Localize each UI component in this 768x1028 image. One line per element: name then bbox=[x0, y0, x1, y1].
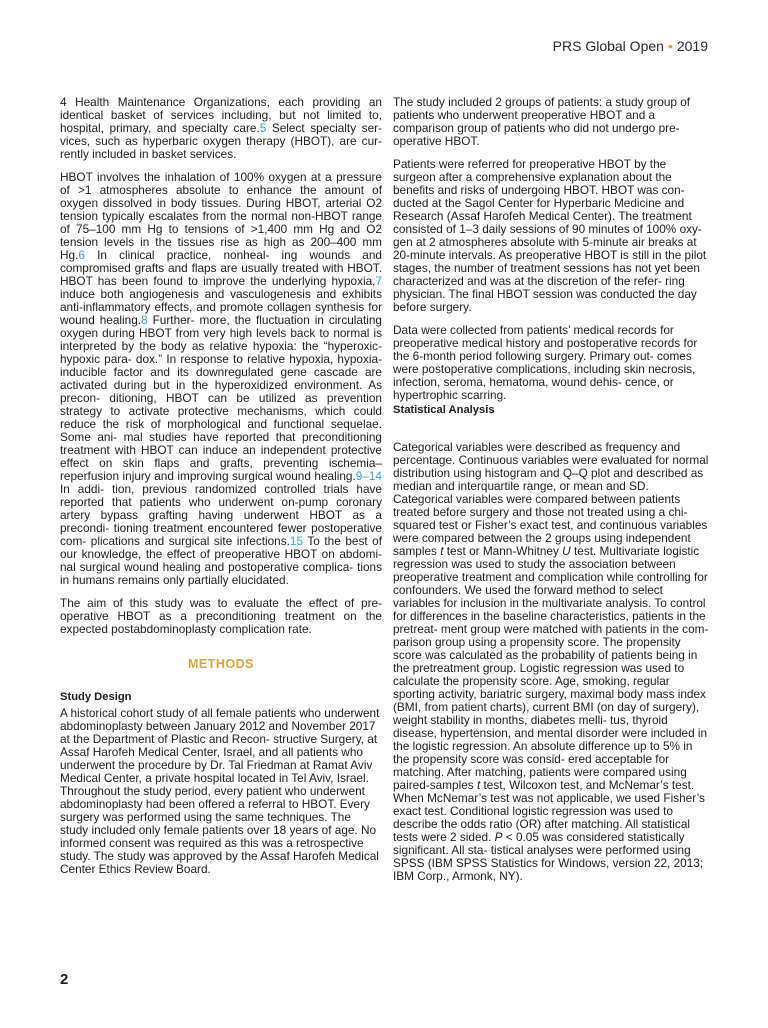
paragraph: Data were collected from patients’ medical records for preoperative medical history and postoperative records for the 6-month period following surgery. Primary out- comes were postoperative complications, including skin necrosis, infection, seroma, hematoma, wound dehis- cence, or hypertrophic scarring. bbox=[393, 323, 698, 402]
paragraph: The aim of this study was to evaluate the effect of pre- operative HBOT as a preconditioning treatment on the expected postabdominoplasty complication rate. bbox=[60, 596, 382, 636]
paragraph: Patients were referred for preoperative HBOT by the surgeon after a comprehensive explanation about the benefits and risks of undergoing HBOT. HBOT was con- ducted at the Sagol Center for Hyperbaric Medicine and Research (Assaf Harofeh Medical Center). The treatment consisted of 1–3 daily sessions of 90 minutes of 100% oxy- gen at 2 atmospheres absolute with 5-minute air breaks at 20-minute intervals. As preoperative HBOT is still in the pilot stages, the number of treatment sessions has not yet been characterized and was at the discretion of the refer- ring physician. The final HBOT session was conducted the day before surgery. bbox=[393, 157, 707, 314]
left-column bbox=[60, 96, 382, 886]
journal-header bbox=[553, 38, 708, 54]
right-column bbox=[393, 96, 711, 893]
header-separator: • bbox=[667, 38, 673, 54]
paragraph: HBOT involves the inhalation of 100% oxygen at a pressure of >1 atmospheres absolute to enhance the amount of oxygen dissolved in body tissues. During HBOT, arterial O2 tension typically escalates from the normal non-HBOT range of 75–100 mm Hg to tensions of >1,400 mm Hg and O2 tension levels in the tissues rise as high as 200–400 mm Hg.6 In clinical practice, nonheal- ing wounds and compromised grafts and flaps are usually treated with HBOT. HBOT has been found to improve the underlying hypoxia,7 induce both angiogenesis and vasculogenesis and exhibits anti-inflammatory effects, and promote collagen synthesis for wound healing.8 Further- more, the fluctuation in circulating oxygen during HBOT from very high levels back to normal is interpreted by the body as relative hypoxia: the “hyperoxic-hypoxic para- dox.” In response to relative hypoxia, hypoxia-inducible factor and its downregulated gene cascade are activated during but in the hyperoxidized environment. As precon- ditioning, HBOT can be utilized as prevention strategy to activate protective mechanisms, which could reduce the risk of morphological and functional sequelae. Some ani- mal studies have reported that preconditioning treatment with HBOT can induce an independent protective effect on skin flaps and grafts, preventing ischemia–reperfusion injury and improving surgical wound healing.9–14 In addi- tion, previous randomized controlled trials have reported that patients who underwent on-pump coronary artery bypass grafting having underwent HBOT as a precondi- tioning treatment encountered fewer postoperative com- plications and surgical site infections.15 To the best of our knowledge, the effect of preoperative HBOT on abdomi- nal surgical wound healing and postoperative complica- tions in humans remains only partially elucidated. bbox=[60, 170, 382, 587]
reference-link[interactable]: 7 bbox=[375, 274, 382, 288]
reference-link[interactable]: 9–14 bbox=[355, 469, 382, 483]
journal-year: 2019 bbox=[676, 38, 708, 54]
page-number: 2 bbox=[60, 971, 69, 988]
journal-title: PRS Global Open bbox=[552, 38, 664, 54]
paragraph: 4 Health Maintenance Organizations, each providing an identical basket of services including, but not limited to, hospital, primary, and specialty care.5 Select specialty ser- vices, such as hyperbaric oxygen therapy (HBOT), are cur- rently included in basket services. bbox=[60, 95, 382, 161]
reference-link[interactable]: 8 bbox=[141, 313, 148, 327]
section-heading-methods: METHODS bbox=[188, 657, 254, 671]
reference-link[interactable]: 5 bbox=[259, 121, 267, 135]
subsection-heading-statistical-analysis: Statistical Analysis bbox=[393, 404, 495, 416]
subsection-heading-study-design: Study Design bbox=[60, 691, 132, 703]
paragraph: The study included 2 groups of patients: a study group of patients who underwent preoperative HBOT and a comparison group of patients who did not undergo pre- operative HBOT. bbox=[393, 95, 691, 148]
paragraph: Categorical variables were described as frequency and percentage. Continuous variables were evaluated for normal distribution using histogram and Q–Q plot and described as median and interquartile range, or mean and SD. Categorical variables were compared between patients treated before surgery and those not treated using a chi-squared test or Fisher’s exact test, and continuous variables were compared between the 2 groups using independent samples t test or Mann-Whitney U test. Multivariate logistic regression was used to study the association between preoperative treatment and complication while controlling for confounders. We used the forward method to select variables for inclusion in the multivariate analysis. To control for differences in the baseline characteristics, patients in the pretreat- ment group were matched with patients in the com- parison group using a propensity score. The propensity score was calculated as the probability of patients being in the pretreatment group. Logistic regression was used to calculate the propensity score. Age, smoking, regular sporting activity, bariatric surgery, maximal body mass index (BMI, from patient charts), current BMI (on day of surgery), weight stability in months, diabetes melli- tus, thyroid disease, hypertension, and mental disorder were included in the logistic regression. An absolute difference up to 5% in the propensity score was consid- ered acceptable for matching. After matching, patients were compared using paired-samples t test, Wilcoxon test, and McNemar’s test. When McNemar’s test was not applicable, we used Fisher’s exact test. Conditional logistic regression was used to describe the odds ratio (OR) after matching. All statistical tests were 2 sided. P < 0.05 was considered statistically significant. All sta- tistical analyses were performed using SPSS (IBM SPSS Statistics for Windows, version 22, 2013; IBM Corp., Armonk, NY). bbox=[393, 440, 709, 883]
reference-link[interactable]: 6 bbox=[78, 248, 85, 262]
reference-link[interactable]: 15 bbox=[289, 534, 304, 548]
paragraph: A historical cohort study of all female patients who underwent abdominoplasty between January 2012 and November 2017 at the Department of Plastic and Recon- structive Surgery, at Assaf Harofeh Medical Center, Israel, and all patients who underwent the procedure by Dr. Tal Friedman at Ramat Aviv Medical Center, a private hospital located in Tel Aviv, Israel. Throughout the study period, every patient who underwent abdominoplasty had been offered a referral to HBOT. Every surgery was performed using the same techniques. The study included only female patients over 18 years of age. No informed consent was required as this was a retrospective study. The study was approved by the Assaf Harofeh Medical Center Ethics Review Board. bbox=[60, 706, 380, 876]
